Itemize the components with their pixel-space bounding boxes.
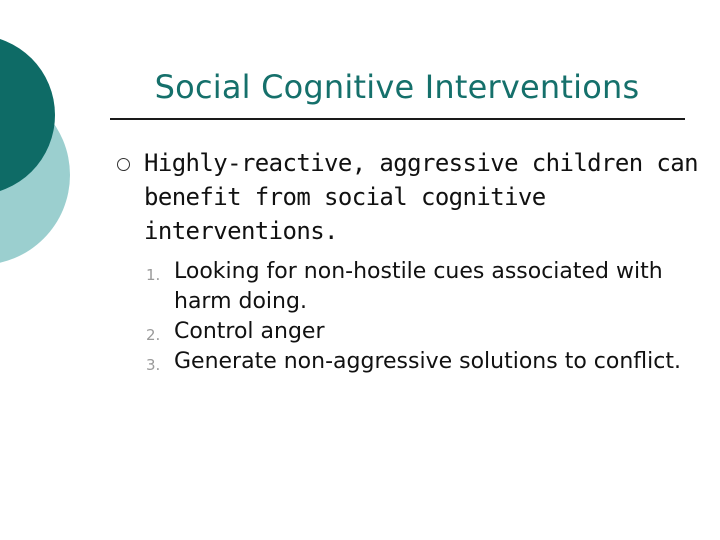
list-item — [146, 347, 706, 377]
decorative-circles — [0, 0, 120, 300]
list-item-text: Generate non-aggressive solutions to conflict. — [174, 349, 681, 374]
list-number: 3. — [146, 356, 161, 374]
hollow-circle-bullet-icon — [117, 158, 130, 171]
list-item-text: Looking for non-hostile cues associated with harm doing. — [174, 259, 663, 314]
list-item — [146, 257, 706, 317]
list-number: 2. — [146, 326, 161, 344]
slide-title: Social Cognitive Interventions — [154, 68, 640, 106]
list-item-text: Control anger — [174, 319, 325, 344]
numbered-sublist — [146, 257, 706, 377]
main-bullet-text: Highly-reactive, aggressive children can benefit from social cognitive interventions. — [144, 149, 698, 245]
title-divider — [110, 118, 685, 120]
list-number: 1. — [146, 266, 161, 284]
list-item — [146, 317, 706, 347]
